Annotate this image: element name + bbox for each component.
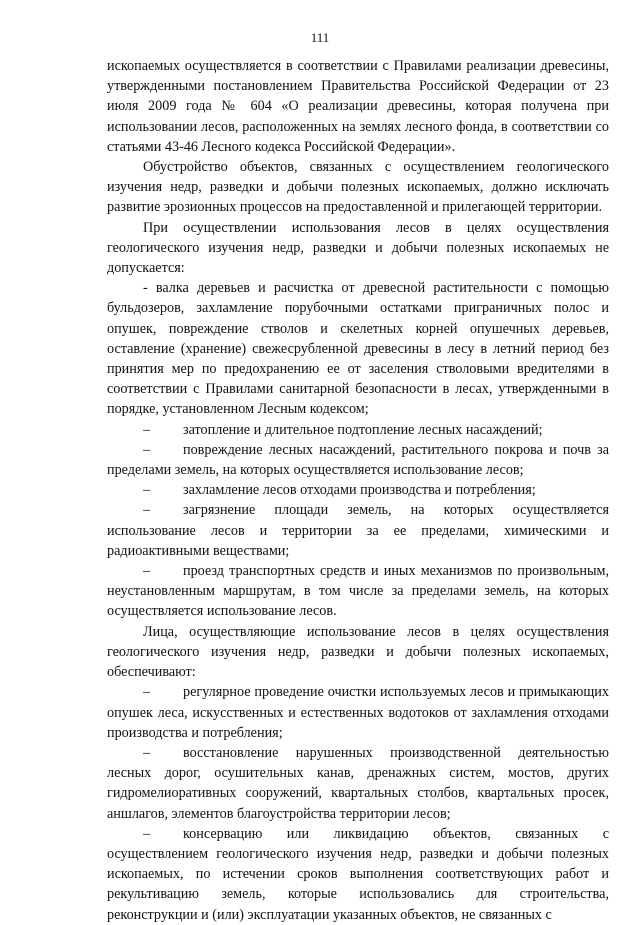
document-body [107,56,609,925]
list-item [107,682,609,743]
paragraph-text: захламление лесов отходами производства и потребления; [183,482,536,499]
dash-marker: – [143,482,151,499]
list-item [107,743,609,824]
paragraph-text: ископаемых осуществляется в соответствии с Правилами реализации древесины, утвержденными постановлением Правительства Российской Федерации от 23 июля 2009 года № 604 «О реализации древесины, которая получена при использовании лесов, расположенных на землях лесного фонда, в соответствии со статьями 43-46 Лесного кодекса Российской Федерации». [107,58,609,155]
list-item [107,480,609,500]
paragraph [107,157,609,218]
list-item [107,824,609,925]
dash-marker: – [143,563,151,580]
paragraph [107,56,609,157]
list-item [107,561,609,622]
list-item [107,278,609,419]
page-number: 111 [310,30,330,45]
paragraph-text: Обустройство объектов, связанных с осуществлением геологического изучения недр, разведки и добычи полезных ископаемых, должно исключать развитие эрозионных процессов на предоставленной и прилегающей территории. [107,159,609,216]
dash-marker: – [143,421,151,438]
dash-marker: – [143,684,151,701]
paragraph-text: Лица, осуществляющие использование лесов в целях осуществления геологического изучения недр, разведки и добычи полезных ископаемых, обеспечивают: [107,623,609,681]
paragraph [107,622,609,683]
paragraph-text: регулярное проведение очистки используемых лесов и примыкающих опушек леса, искусственных и естественных водотоков от захламления отходами производства и потребления; [107,684,609,741]
dash-marker: – [143,744,151,761]
paragraph-text: повреждение лесных насаждений, растительного покрова и почв за пределами земель, на которых осуществляется использование лесов; [107,441,609,479]
list-item [107,440,609,480]
dash-marker: – [143,441,151,458]
paragraph-text: загрязнение площади земель, на которых осуществляется использование лесов и территории за ее пределами, химическими и радиоактивными веществами; [107,502,609,559]
dash-marker: – [143,502,151,519]
paragraph [107,218,609,279]
paragraph-text: затопление и длительное подтопление лесных насаждений; [183,421,543,438]
dash-marker: – [143,825,151,842]
list-item [107,500,609,561]
paragraph-text: консервацию или ликвидацию объектов, связанных с осуществлением геологического изучения недр, разведки и добычи полезных ископаемых, по истечении сроков выполнения соответствующих работ и рекультивацию земель, которые использовались для строительства, реконструкции и (или) эксплуатации указанных объектов, не связанных с [107,825,609,923]
paragraph-text: При осуществлении использования лесов в целях осуществления геологического изучения недр, разведки и добычи полезных ископаемых не допускается: [107,219,609,277]
list-item [107,420,609,440]
paragraph-text: проезд транспортных средств и иных механизмов по произвольным, неустановленным маршрутам, в том числе за пределами земель, на которых осуществляется использование лесов. [107,563,609,620]
paragraph-text: восстановление нарушенных производственной деятельностью лесных дорог, осушительных канав, дренажных систем, мостов, других гидромелиоративных сооружений, квартальных столбов, квартальных просек, аншлагов, элементов благоустройства территории лесов; [107,744,609,822]
paragraph-text: - валка деревьев и расчистка от древесной растительности с помощью бульдозеров, захламление порубочными остатками приграничных полос и опушек, повреждение стволов и скелетных корней опушечных деревьев, оставление (хранение) свежесрубленной древесины в лесу в летний период без принятия мер по предохранению ее от заселения стволовыми вредителями в соответствии с Правилами санитарной безопасности в лесах, утвержденными в порядке, установленном Лесным кодексом; [107,280,609,418]
